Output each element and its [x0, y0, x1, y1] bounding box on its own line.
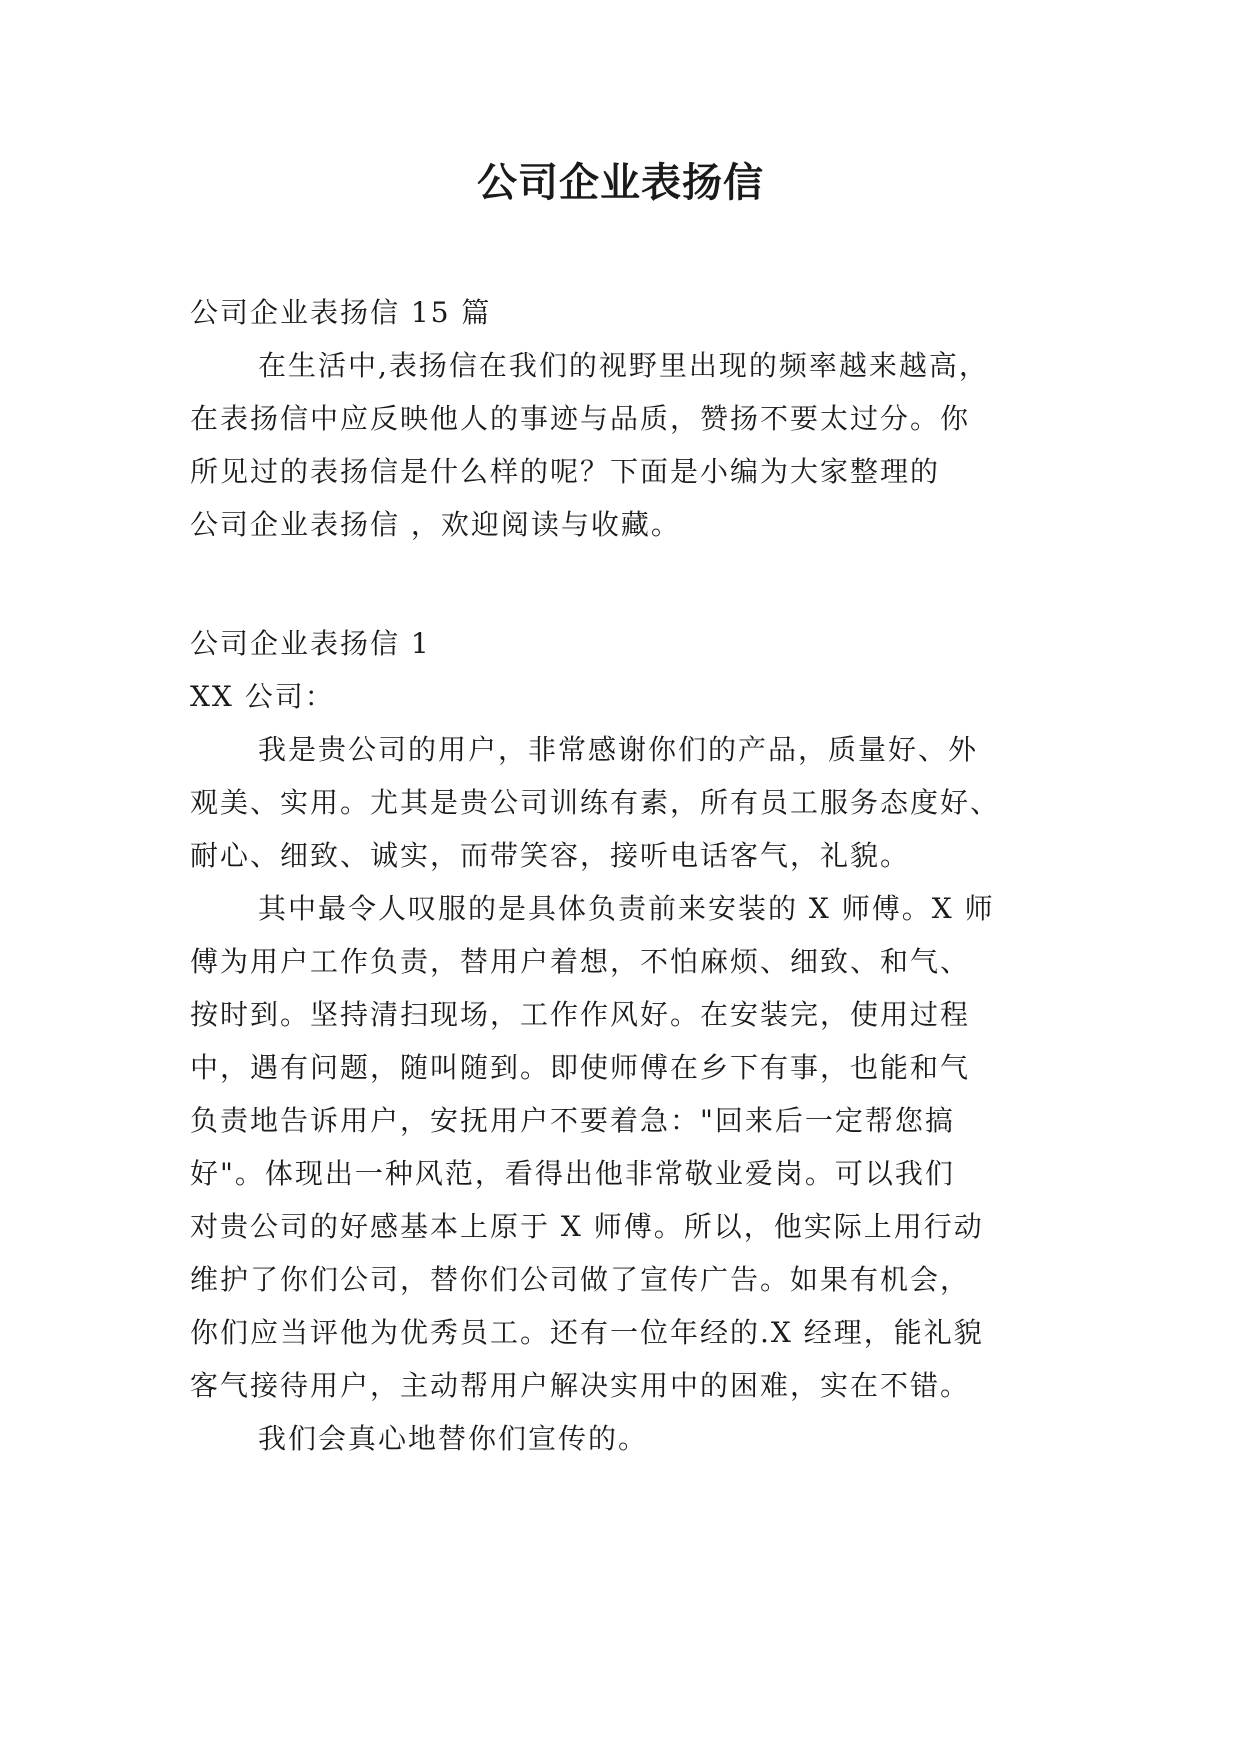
- letter-paragraph-1: [190, 723, 1054, 882]
- document-body: [190, 286, 1054, 1465]
- letter-paragraph-3: [190, 1412, 1054, 1465]
- paragraph-line: 客气接待用户，主动帮用户解决实用中的困难，实在不错。: [190, 1369, 971, 1402]
- paragraph-line: 维护了你们公司，替你们公司做了宣传广告。如果有机会，: [190, 1263, 971, 1296]
- paragraph-line: 负责地告诉用户，安抚用户不要着急："回来后一定帮您搞: [190, 1104, 955, 1137]
- paragraph-line: 我是贵公司的用户，非常感谢你们的产品，质量好、外: [258, 733, 979, 766]
- section-gap: [190, 551, 1054, 617]
- paragraph-line: 傅为用户工作负责，替用户着想，不怕麻烦、细致、和气、: [190, 945, 971, 978]
- paragraph-line: 其中最令人叹服的是具体负责前来安装的 X 师傅。X 师: [258, 892, 995, 925]
- paragraph-line: 所见过的表扬信是什么样的呢？下面是小编为大家整理的: [190, 455, 941, 488]
- letter-heading: 公司企业表扬信 1: [190, 627, 431, 660]
- letter-salutation: XX 公司：: [190, 680, 335, 713]
- paragraph-line: 中，遇有问题，随叫随到。即使师傅在乡下有事，也能和气: [190, 1051, 971, 1084]
- paragraph-line: 按时到。坚持清扫现场，工作作风好。在安装完，使用过程: [190, 998, 971, 1031]
- paragraph-line: 观美、实用。尤其是贵公司训练有素，所有员工服务态度好、: [190, 786, 1001, 819]
- paragraph-line: 在表扬信中应反映他人的事迹与品质，赞扬不要太过分。你: [190, 402, 971, 435]
- letter-paragraph-2: [190, 882, 1054, 1412]
- document-subtitle: 公司企业表扬信 15 篇: [190, 296, 492, 329]
- paragraph-line: 公司企业表扬信 ，欢迎阅读与收藏。: [190, 508, 681, 541]
- paragraph-line: 你们应当评他为优秀员工。还有一位年经的.X 经理，能礼貌: [190, 1316, 984, 1349]
- paragraph-line: 对贵公司的好感基本上原于 X 师傅。所以，他实际上用行动: [190, 1210, 984, 1243]
- paragraph-line: 在生活中,表扬信在我们的视野里出现的频率越来越高，: [258, 349, 989, 382]
- document-title: 公司企业表扬信: [477, 160, 764, 206]
- paragraph-line: 好"。体现出一种风范，看得出他非常敬业爱岗。可以我们: [190, 1157, 955, 1190]
- intro-paragraph: [190, 339, 1054, 551]
- paragraph-line: 我们会真心地替你们宣传的。: [258, 1422, 649, 1455]
- paragraph-line: 耐心、细致、诚实，而带笑容，接听电话客气，礼貌。: [190, 839, 911, 872]
